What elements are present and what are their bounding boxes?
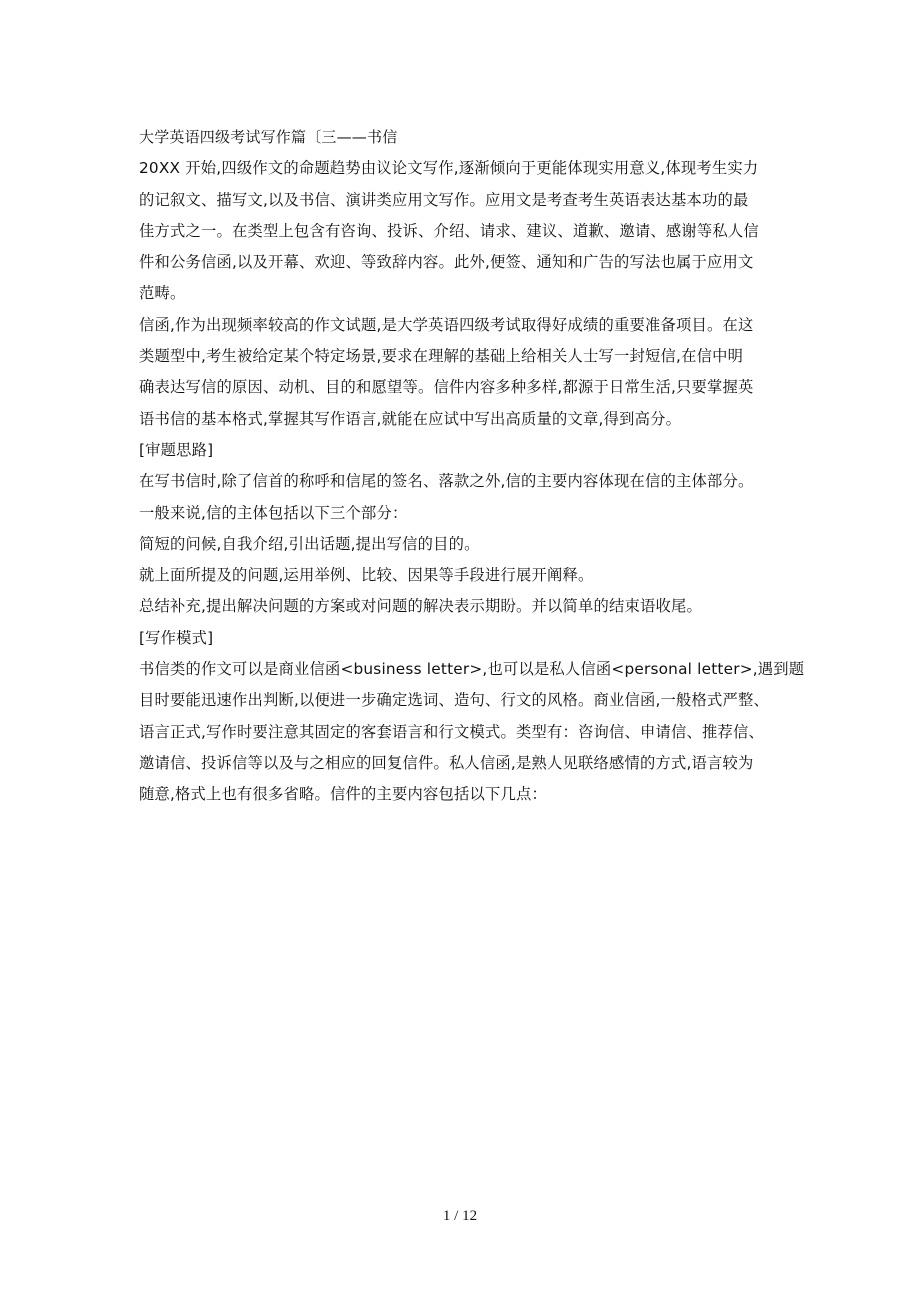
paragraph-line: 随意,格式上也有很多省略。信件的主要内容包括以下几点： — [139, 785, 547, 804]
paragraph-line: 语言正式,写作时要注意其固定的客套语言和行文模式。类型有：咨询信、申请信、推荐信、 — [139, 722, 764, 741]
section-heading-pattern: [写作模式] — [139, 628, 214, 647]
list-item: 就上面所提及的问题,运用举例、比较、因果等手段进行展开阐释。 — [139, 566, 594, 585]
section-heading-analysis: [审题思路] — [139, 440, 214, 459]
paragraph-line: 佳方式之一。在类型上包含有咨询、投诉、介绍、请求、建议、道歉、邀请、感谢等私人信 — [139, 221, 759, 240]
paragraph-line: 范畴。 — [139, 284, 186, 303]
paragraph-line: 邀请信、投诉信等以及与之相应的回复信件。私人信函,是熟人见联络感情的方式,语言较为 — [139, 753, 754, 772]
document-title: 大学英语四级考试写作篇〔三——书信 — [139, 128, 398, 146]
document-body — [139, 122, 805, 811]
paragraph-line: 20XX 开始,四级作文的命题趋势由议论文写作,逐渐倾向于更能体现实用意义,体现考生实力 — [139, 159, 759, 178]
paragraph-line: 语书信的基本格式,掌握其写作语言,就能在应试中写出高质量的文章,得到高分。 — [139, 409, 682, 428]
paragraph-line: 一般来说,信的主体包括以下三个部分： — [139, 503, 408, 522]
paragraph-line: 目时要能迅速作出判断,以便进一步确定选词、造句、行文的风格。商业信函,一般格式严整、 — [139, 691, 770, 710]
paragraph-line: 确表达写信的原因、动机、目的和愿望等。信件内容多种多样,都源于日常生活,只要掌握英 — [139, 378, 754, 397]
paragraph-line: 书信类的作文可以是商业信函<business letter>,也可以是私人信函<personal letter>,遇到题 — [139, 660, 805, 679]
page-number: 1 / 12 — [442, 1208, 478, 1224]
paragraph-line: 信函,作为出现频率较高的作文试题,是大学英语四级考试取得好成绩的重要准备项目。在这 — [139, 315, 754, 334]
list-item: 简短的问候,自我介绍,引出话题,提出写信的目的。 — [139, 534, 480, 553]
paragraph-line: 件和公务信函,以及开幕、欢迎、等致辞内容。此外,便签、通知和广告的写法也属于应用文 — [139, 253, 754, 272]
paragraph-line: 类题型中,考生被给定某个特定场景,要求在理解的基础上给相关人士写一封短信,在信中明 — [139, 347, 744, 366]
list-item: 总结补充,提出解决问题的方案或对问题的解决表示期盼。并以简单的结束语收尾。 — [139, 597, 702, 616]
paragraph-line: 在写书信时,除了信首的称呼和信尾的签名、落款之外,信的主要内容体现在信的主体部分。 — [139, 472, 754, 491]
paragraph-line: 的记叙文、描写文,以及书信、演讲类应用文写作。应用文是考查考生英语表达基本功的最 — [139, 190, 749, 209]
